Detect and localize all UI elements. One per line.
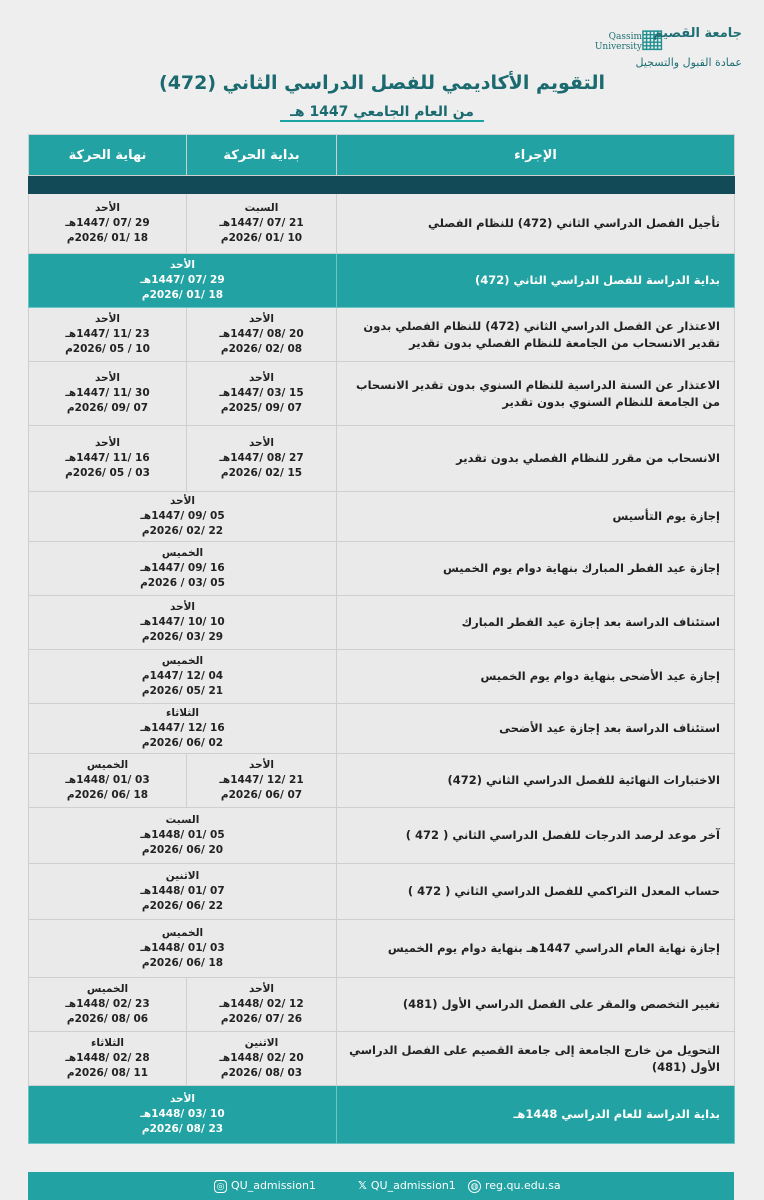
gregorian-date: 08 /02 /2026م: [220, 343, 303, 355]
instagram-handle: QU_admission1: [231, 1179, 316, 1192]
table-row: [29, 542, 735, 596]
x-icon: 𝕏: [358, 1179, 367, 1192]
weekday: الأحد: [169, 601, 196, 613]
table-row: [29, 308, 735, 362]
procedure-cell: الاعتذار عن السنة الدراسية للنظام السنوي بدون تقدير الانسحاب من الجامعة للنظام السنوي بدون تقدير: [337, 362, 735, 426]
gregorian-date: 10 / 05 /2026م: [65, 343, 150, 355]
weekday: الأحد: [169, 1093, 196, 1105]
gregorian-date: 06 /08 /2026م: [66, 1013, 149, 1025]
table-row: [29, 596, 735, 650]
hijri-date: 23 /02 /1448هـ: [65, 998, 150, 1010]
instagram-icon: ◎: [214, 1180, 227, 1193]
start-date-cell: [187, 194, 337, 254]
hijri-date: 05 /09 /1447هـ: [140, 510, 225, 522]
end-date-cell: [29, 1032, 187, 1086]
gregorian-date: 03 / 05 /2026م: [65, 467, 150, 479]
subtitle-text: من العام الجامعي 1447 هـ: [280, 104, 484, 122]
date-cell: [29, 1086, 337, 1144]
gregorian-date: 10 /01 /2026م: [220, 232, 303, 244]
header-band: [29, 176, 735, 194]
table-row: [29, 754, 735, 808]
table-row: [29, 978, 735, 1032]
weekday: السبت: [165, 814, 200, 826]
hijri-date: 20 /02 /1448هـ: [219, 1052, 304, 1064]
start-date-cell: [187, 308, 337, 362]
procedure-cell: إجازة عيد الأضحى بنهاية دوام يوم الخميس: [337, 650, 735, 704]
hijri-date: 15 /03 /1447هـ: [219, 387, 304, 399]
gregorian-date: 21 /05 /2026م: [141, 685, 224, 697]
procedure-cell: الانسحاب من مقرر للنظام الفصلي بدون تقدير: [337, 426, 735, 492]
procedure-cell: حساب المعدل التراكمي للفصل الدراسي الثاني ( 472 ): [337, 864, 735, 920]
table-row: [29, 492, 735, 542]
calendar-table: [28, 134, 735, 1144]
globe-icon: ◍: [468, 1180, 481, 1193]
start-date-cell: [187, 754, 337, 808]
procedure-cell: التحويل من خارج الجامعة إلى جامعة القصيم على الفصل الدراسي الأول (481): [337, 1032, 735, 1086]
logo-arabic-name: جامعة القصيم: [652, 26, 742, 41]
x-handle: QU_admission1: [370, 1179, 456, 1192]
gregorian-date: 07 /09 /2025م: [220, 402, 303, 414]
start-date-cell: [187, 362, 337, 426]
weekday: الخميس: [86, 759, 129, 771]
gregorian-date: 20 /06 /2026م: [141, 844, 224, 856]
hijri-date: 30 /11 /1447هـ: [65, 387, 150, 399]
end-date-cell: [29, 194, 187, 254]
gregorian-date: 18 /06 /2026م: [141, 957, 224, 969]
page-subtitle: [0, 101, 764, 120]
website-url: reg.qu.edu.sa: [485, 1179, 561, 1192]
table-row: [29, 920, 735, 978]
procedure-cell: استئناف الدراسة بعد إجازة عيد الأضحى: [337, 704, 735, 754]
date-cell: [29, 254, 337, 308]
date-cell: [29, 864, 337, 920]
gregorian-date: 29 /03 /2026م: [141, 631, 224, 643]
gregorian-date: 18 /06 /2026م: [66, 789, 149, 801]
weekday: الثلاثاء: [90, 1037, 125, 1049]
date-cell: [29, 920, 337, 978]
procedure-cell: إجازة نهاية العام الدراسي 1447هـ بنهاية دوام يوم الخميس: [337, 920, 735, 978]
hijri-date: 23 /11 /1447هـ: [65, 328, 150, 340]
weekday: الأحد: [248, 759, 275, 771]
date-cell: [29, 650, 337, 704]
hijri-date: 21 /07 /1447هـ: [219, 217, 304, 229]
end-date-cell: [29, 978, 187, 1032]
weekday: الاثنين: [244, 1037, 279, 1049]
gregorian-date: 22 /06 /2026م: [141, 900, 224, 912]
footer-bar: [28, 1172, 734, 1200]
footer-instagram[interactable]: [214, 1179, 316, 1193]
weekday: الأحد: [169, 495, 196, 507]
gregorian-date: 23 /08 /2026م: [141, 1123, 224, 1135]
gregorian-date: 26 /07 /2026م: [220, 1013, 303, 1025]
weekday: الخميس: [161, 655, 204, 667]
header-end: نهاية الحركة: [29, 135, 187, 176]
hijri-date: 16 /12 /1447هـ: [140, 722, 225, 734]
page-title: التقويم الأكاديمي للفصل الدراسي الثاني (472): [159, 72, 605, 94]
procedure-cell: آخر موعد لرصد الدرجات للفصل الدراسي الثاني ( 472 ): [337, 808, 735, 864]
university-emblem-icon: ▦: [639, 24, 665, 54]
gregorian-date: 18 /01 /2026م: [66, 232, 149, 244]
weekday: الخميس: [161, 547, 204, 559]
procedure-cell: تغيير التخصص والمقر على الفصل الدراسي الأول (481): [337, 978, 735, 1032]
weekday: الأحد: [248, 983, 275, 995]
gregorian-date: 05 /03 / 2026م: [140, 577, 225, 589]
table-row: [29, 1032, 735, 1086]
procedure-cell: بداية الدراسة للعام الدراسي 1448هـ: [337, 1086, 735, 1144]
procedure-cell: بداية الدراسة للفصل الدراسي الثاني (472): [337, 254, 735, 308]
weekday: الأحد: [248, 437, 275, 449]
weekday: الأحد: [94, 372, 121, 384]
procedure-cell: إجازة عيد الفطر المبارك بنهاية دوام يوم الخميس: [337, 542, 735, 596]
hijri-date: 03 /01 /1448هـ: [65, 774, 150, 786]
gregorian-date: 18 /01 /2026م: [141, 289, 224, 301]
gregorian-date: 07 /06 /2026م: [220, 789, 303, 801]
deanship-name: عمادة القبول والتسجيل: [635, 56, 742, 69]
procedure-cell: استئناف الدراسة بعد إجازة عيد الفطر المبارك: [337, 596, 735, 650]
header-procedure: الإجراء: [337, 135, 735, 176]
end-date-cell: [29, 308, 187, 362]
hijri-date: 29 /07 /1447هـ: [65, 217, 150, 229]
date-cell: [29, 492, 337, 542]
hijri-date: 05 /01 /1448هـ: [140, 829, 225, 841]
footer-website[interactable]: [468, 1179, 561, 1193]
hijri-date: 20 /08 /1447هـ: [219, 328, 304, 340]
weekday: الأحد: [94, 313, 121, 325]
procedure-cell: الاختبارات النهائية للفصل الدراسي الثاني (472): [337, 754, 735, 808]
end-date-cell: [29, 426, 187, 492]
start-date-cell: [187, 426, 337, 492]
weekday: الأحد: [94, 202, 121, 214]
table-row: [29, 254, 735, 308]
hijri-date: 07 /01 /1448هـ: [140, 885, 225, 897]
weekday: السبت: [244, 202, 279, 214]
weekday: الخميس: [86, 983, 129, 995]
weekday: الخميس: [161, 927, 204, 939]
date-cell: [29, 704, 337, 754]
hijri-date: 10 /03 /1448هـ: [140, 1108, 225, 1120]
hijri-date: 27 /08 /1447هـ: [219, 452, 304, 464]
gregorian-date: 22 /02 /2026م: [141, 525, 224, 537]
start-date-cell: [187, 978, 337, 1032]
end-date-cell: [29, 362, 187, 426]
procedure-cell: تأجيل الفصل الدراسي الثاني (472) للنظام الفصلي: [337, 194, 735, 254]
weekday: الأحد: [248, 313, 275, 325]
hijri-date: 04 /12 /1447م: [141, 670, 224, 682]
table-row: [29, 194, 735, 254]
weekday: الأحد: [94, 437, 121, 449]
date-cell: [29, 808, 337, 864]
procedure-cell: الاعتذار عن الفصل الدراسي الثاني (472) للنظام الفصلي بدون تقدير الانسحاب من الجامعة للنظام الفصلي بدون تقدير: [337, 308, 735, 362]
university-logo: [594, 22, 742, 72]
hijri-date: 10 /10 /1447هـ: [140, 616, 225, 628]
hijri-date: 28 /02 /1448هـ: [65, 1052, 150, 1064]
gregorian-date: 15 /02 /2026م: [220, 467, 303, 479]
hijri-date: 29 /07 /1447هـ: [140, 274, 225, 286]
end-date-cell: [29, 754, 187, 808]
gregorian-date: 02 /06 /2026م: [141, 737, 224, 749]
hijri-date: 16 /09 /1447هـ: [140, 562, 225, 574]
hijri-date: 21 /12 /1447هـ: [219, 774, 304, 786]
hijri-date: 12 /02 /1448هـ: [219, 998, 304, 1010]
weekday: الاثنين: [165, 870, 200, 882]
weekday: الأحد: [169, 259, 196, 271]
header-start: بداية الحركة: [187, 135, 337, 176]
table-row: [29, 864, 735, 920]
weekday: الثلاثاء: [165, 707, 200, 719]
date-cell: [29, 596, 337, 650]
table-row: [29, 808, 735, 864]
start-date-cell: [187, 1032, 337, 1086]
table-row: [29, 362, 735, 426]
logo-english-name: Qassim University: [594, 32, 642, 52]
procedure-cell: إجازة يوم التأسيس: [337, 492, 735, 542]
weekday: الأحد: [248, 372, 275, 384]
hijri-date: 16 /11 /1447هـ: [65, 452, 150, 464]
hijri-date: 03 /01 /1448هـ: [140, 942, 225, 954]
table-row: [29, 650, 735, 704]
table-row: [29, 426, 735, 492]
gregorian-date: 03 /08 /2026م: [220, 1067, 303, 1079]
table-row: [29, 1086, 735, 1144]
footer-x[interactable]: [358, 1179, 456, 1192]
table-row: [29, 704, 735, 754]
date-cell: [29, 542, 337, 596]
gregorian-date: 07 /09 /2026م: [66, 402, 149, 414]
gregorian-date: 11 /08 /2026م: [66, 1067, 149, 1079]
